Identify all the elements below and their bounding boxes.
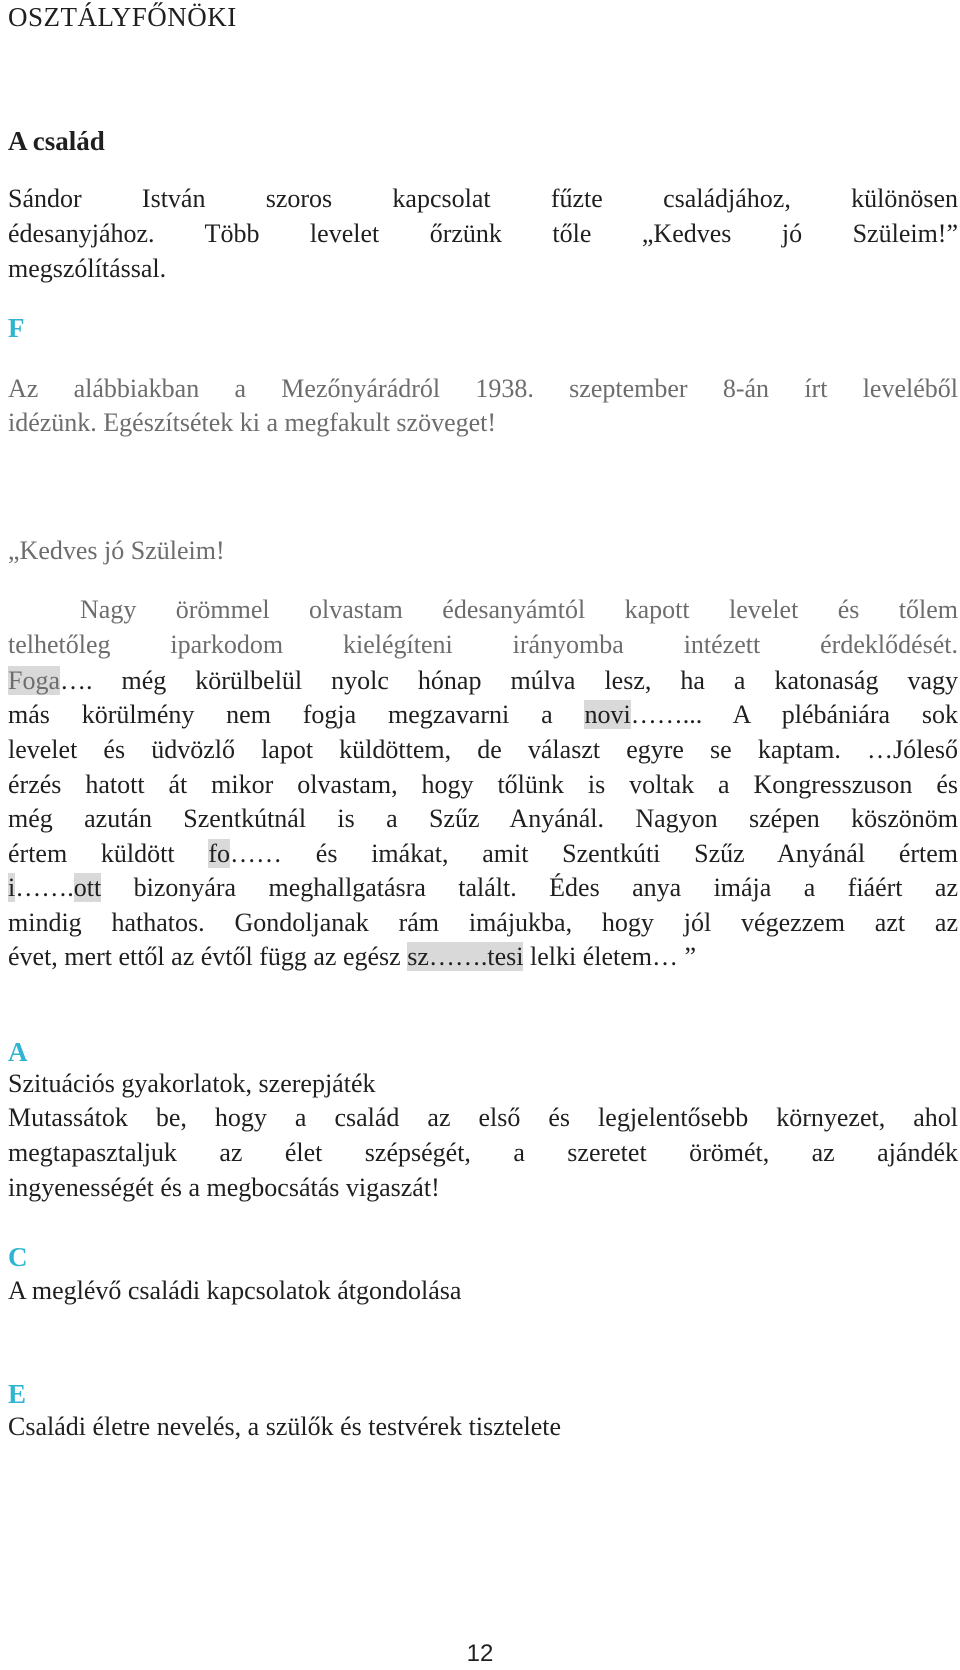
letter-text: lelki életem… ”	[523, 942, 697, 971]
task-line-1: Az alábbiakban a Mezőnyárádról 1938. szeptember 8-án írt leveléből	[8, 374, 958, 403]
intro-line-1: Sándor István szoros kapcsolat fűzte családjához, különösen	[8, 184, 958, 213]
a-text-line-2: megtapasztaljuk az élet szépségét, a szeretet örömét, az ajándék	[8, 1138, 958, 1167]
a-text-line-1: Mutassátok be, hogy a család az első és legjelentősebb környezet, ahol	[8, 1103, 958, 1132]
letter-text: más körülmény nem fogja megzavarni a	[8, 700, 585, 729]
letter-text: …. még körülbelül nyolc hónap múlva lesz, ha a katonaság vagy	[60, 666, 958, 695]
letter-text: ……... A plébániára sok	[630, 700, 958, 729]
e-text: Családi életre nevelés, a szülők és testvérek tisztelete	[8, 1412, 561, 1441]
page-number: 12	[466, 1640, 494, 1667]
faded-word: ott	[73, 873, 102, 902]
letter-line-6: érzés hatott át mikor olvastam, hogy tőlünk is voltak a Kongresszuson és	[8, 770, 958, 799]
letter-line-10: mindig hathatos. Gondoljanak rám imájukba, hogy jól végezzem azt az	[8, 908, 958, 937]
intro-line-3: megszólítással.	[8, 254, 167, 283]
a-title: Szituációs gyakorlatok, szerepjáték	[8, 1069, 376, 1098]
a-text-line-3: ingyenességét és a megbocsátás vigaszát!	[8, 1173, 440, 1202]
letter-text: …….	[15, 873, 74, 902]
letter-text: értem küldött	[8, 839, 209, 868]
marker-f: F	[8, 313, 25, 343]
letter-line-2: telhetőleg iparkodom kielégíteni irányomba intézett érdeklődését.	[8, 630, 958, 659]
faded-word: Foga	[8, 666, 60, 695]
letter-greeting: „Kedves jó Szüleim!	[8, 536, 225, 565]
letter-line-9	[8, 870, 958, 905]
faded-word: i	[8, 873, 16, 902]
faded-word: fo	[208, 839, 231, 868]
intro-line-2: édesanyjához. Több levelet őrzünk tőle „Kedves jó Szüleim!”	[8, 219, 958, 248]
faded-word: sz…….tesi	[407, 942, 524, 971]
marker-c: C	[8, 1242, 28, 1272]
letter-text: …… és imákat, amit Szentkúti Szűz Anyánál értem	[230, 839, 959, 868]
letter-line-1: Nagy örömmel olvastam édesanyámtól kapott levelet és tőlem	[80, 595, 958, 624]
letter-line-4	[8, 697, 958, 732]
c-text: A meglévő családi kapcsolatok átgondolása	[8, 1276, 462, 1305]
letter-line-5: levelet és üdvözlő lapot küldöttem, de választ egyre se kaptam. …Jóleső	[8, 735, 958, 764]
letter-line-3	[8, 663, 958, 698]
letter-text: bizonyára meghallgatásra talált. Édes anya imája a fiáért az	[101, 873, 958, 902]
page-header: OSZTÁLYFŐNÖKI	[8, 2, 237, 32]
task-line-2: idézünk. Egészítsétek ki a megfakult szöveget!	[8, 408, 497, 437]
letter-line-11	[8, 939, 696, 974]
letter-line-8	[8, 836, 958, 871]
section-title: A család	[8, 126, 105, 156]
marker-a: A	[8, 1037, 28, 1067]
letter-text: évet, mert ettől az évtől függ az egész	[8, 942, 408, 971]
letter-line-7: még azután Szentkútnál is a Szűz Anyánál. Nagyon szépen köszönöm	[8, 804, 958, 833]
marker-e: E	[8, 1379, 27, 1409]
faded-word: novi	[584, 700, 631, 729]
